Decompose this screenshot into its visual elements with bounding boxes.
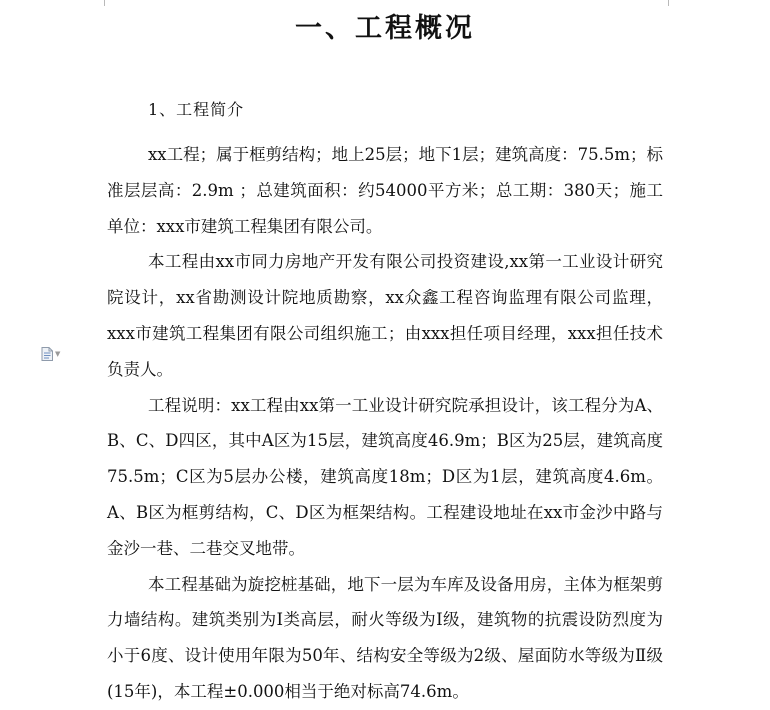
page-title: 一、工程概况: [295, 13, 475, 44]
paragraph-project-summary: xx工程；属于框剪结构；地上25层；地下1层；建筑高度：75.5m；标准层层高：2.9m ；总建筑面积：约54000平方米；总工期：380天；施工单位：xxx市建筑工程集团有限公司。: [107, 145, 663, 236]
document-body: [107, 137, 663, 710]
paragraph-project-description: 工程说明：xx工程由xx第一工业设计研究院承担设计，该工程分为A、B、C、D四区，其中A区为15层，建筑高度46.9m；B区为25层，建筑高度75.5m；C区为5层办公楼，建筑高度18m；D区为1层，建筑高度4.6m。A、B区为框剪结构，C、D区为框架结构。工程建设地址在xx市金沙中路与金沙一巷、二巷交叉地带。: [107, 395, 663, 558]
paste-options-icon: [41, 347, 53, 361]
section-heading: 1、工程简介: [148, 100, 245, 119]
paragraph-structure: 本工程基础为旋挖桩基础，地下一层为车库及设备用房，主体为框架剪力墙结构。建筑类别为Ⅰ类高层，耐火等级为Ⅰ级，建筑物的抗震设防烈度为小于6度、设计使用年限为50年、结构安全等级为2级、屋面防水等级为Ⅱ级(15年)，本工程±0.000相当于绝对标高74.6m。: [107, 574, 663, 701]
paste-options-button[interactable]: [41, 347, 60, 361]
paragraph-parties: 本工程由xx市同力房地产开发有限公司投资建设,xx第一工业设计研究院设计，xx省勘测设计院地质勘察，xx众鑫工程咨询监理有限公司监理，xxx市建筑工程集团有限公司组织施工；由xxx担任项目经理，xxx担任技术负责人。: [107, 252, 663, 379]
chevron-down-icon: ▼: [55, 350, 61, 358]
